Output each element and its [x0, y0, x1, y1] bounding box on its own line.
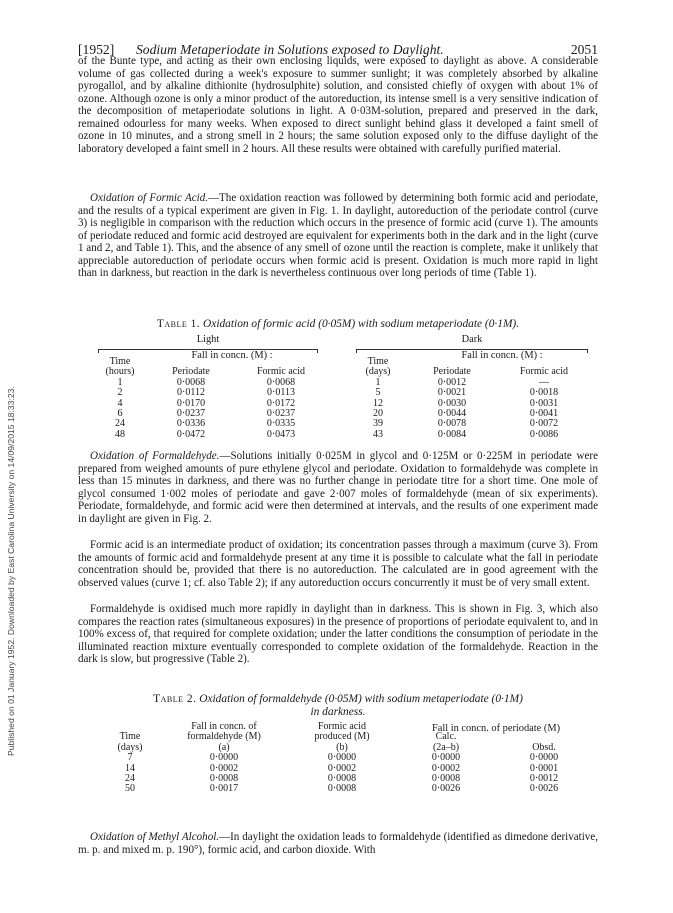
table1-dark-header-row2: [350, 367, 590, 377]
table-cell: 0·0068: [266, 376, 296, 388]
table-cell: 24: [115, 418, 125, 430]
table-cell: 0·0012: [529, 773, 559, 785]
table-cell: 1: [117, 376, 123, 388]
paragraph-formic-acid: [78, 192, 598, 280]
header-year: [1952]: [78, 42, 115, 57]
table-cell: 43: [373, 428, 383, 440]
table-cell: 12: [373, 397, 383, 409]
table-cell: 0·0000: [209, 752, 239, 764]
download-notice: Published on 01 January 1952. Downloaded by East Carolina University on 14/09/2015 18:33:23.: [6, 386, 16, 756]
page-number: 2051: [570, 42, 598, 57]
table-cell: 0·0008: [431, 773, 461, 785]
table-row: [350, 430, 590, 440]
table-cell: 0·0008: [327, 783, 357, 795]
table1-title: Oxidation of formic acid (0·05M) with sodium metaperiodate (0·1M).: [203, 318, 520, 330]
section-heading-formaldehyde: Oxidation of Formaldehyde.: [90, 450, 220, 462]
table2-label: Table 2.: [153, 693, 197, 705]
table-cell: 0·0084: [437, 428, 467, 440]
table1-caption: [78, 318, 598, 330]
table-cell: 0·0473: [266, 428, 296, 440]
table-cell: 0·0072: [529, 418, 559, 430]
table2-form-m-head: formaldehyde (M): [187, 731, 261, 743]
table2-caption: [78, 693, 598, 705]
table1-light: [94, 357, 326, 440]
paragraph-ozone: of the Bunte type, and acting as their own enclosing liquids, were exposed to daylight as above. A considerable volume of gas collected during a week's exposure to summer sunlight; it was completely absorbed by alkaline pyrogallol, and by alkaline dithionite (hydrosulphite) solution, and consisted chiefly of oxygen with about 1% of ozone. Although ozone is only a minor product of the autoreduction, its intense smell is a very sensitive indication of the decomposition of metaperiodate solutions in light. A 0·03M-solution, prepared and preserved in the dark, remained odourless for many weeks. When exposed to direct sunlight behind glass it developed a faint smell of ozone in 10 minutes, and a strong smell in 2 hours; the same solution exposed only to the diffuse daylight of the laboratory developed a faint smell in 2 hours. All these results were obtained with carefully purified material.: [78, 55, 598, 155]
table1-dark-periodate-head: Periodate: [433, 366, 471, 378]
table-cell: 1: [375, 376, 381, 388]
paragraph-methyl-text: —In daylight the oxidation leads to formaldehyde (identified as dimedone derivative, m. p. and mixed m. p. 190°), formic acid, and carbon dioxide. With: [78, 831, 598, 856]
table2-formic-head: Formic acid: [317, 721, 367, 732]
table-cell: 0·0112: [177, 387, 205, 399]
table1-dark-heading: Dark: [461, 334, 483, 345]
table1-dark-days-head: (days): [365, 366, 391, 378]
table2-calc-sub-head: (2a–b): [432, 741, 460, 753]
table-row: [94, 430, 326, 440]
table2-periodate-heading: Fall in concn. of periodate (M): [431, 723, 561, 734]
header-title: Sodium Metaperiodate in Solutions exposed to Daylight.: [136, 42, 444, 57]
table-cell: 14: [125, 762, 135, 774]
table-cell: 5: [375, 387, 381, 399]
table-cell: 0·0031: [529, 397, 559, 409]
table2-title-2: in darkness.: [310, 706, 366, 718]
table1-light-body: [94, 378, 326, 440]
table-cell: 0·0044: [437, 408, 467, 420]
table-cell: 0·0172: [266, 397, 296, 409]
table-cell: 0·0472: [176, 428, 206, 440]
table1-label: Table 1.: [156, 318, 201, 330]
table2-calc-head: Calc.: [435, 731, 457, 743]
table-cell: 0·0170: [176, 397, 206, 409]
table1-dark-formic-head: Formic acid: [519, 366, 569, 378]
table2-title: Oxidation of formaldehyde (0·05M) with sodium metaperiodate (0·1M): [199, 693, 523, 705]
table1-light-time-head: Time: [109, 356, 131, 367]
table-cell: 0·0113: [267, 387, 295, 399]
download-sidebar: [4, 150, 18, 760]
table2-days-head: (days): [117, 741, 143, 753]
table-cell: 0·0026: [431, 783, 461, 795]
table-cell: 0·0001: [529, 762, 559, 774]
table-cell: 0·0008: [209, 773, 239, 785]
table-cell: 0·0008: [327, 773, 357, 785]
table1-light-formic-head: Formic acid: [256, 366, 306, 378]
table-cell: 0·0086: [529, 428, 559, 440]
table2-produced-head: produced (M): [314, 731, 370, 743]
table2-b-head: (b): [336, 741, 348, 753]
table1-dark: [350, 357, 590, 440]
table-cell: 7: [127, 752, 133, 764]
table2-a-head: (a): [218, 741, 230, 753]
section-heading-formic: Oxidation of Formic Acid.: [90, 192, 208, 204]
table1-light-heading: Light: [196, 334, 220, 345]
table-cell: 0·0237: [266, 408, 296, 420]
table-cell: 0·0041: [529, 408, 559, 420]
table-cell: 20: [373, 408, 383, 420]
table1-dark-fall-heading: Fall in concn. (M) :: [461, 350, 543, 361]
table-cell: 0·0237: [176, 408, 206, 420]
table-cell: 0·0021: [437, 387, 467, 399]
table-cell: 2: [117, 387, 123, 399]
section-heading-methyl: Oxidation of Methyl Alcohol.: [90, 831, 220, 843]
table1-dark-time-head: Time: [367, 356, 389, 367]
paragraph-formaldehyde-text: —Solutions initially 0·025M in glycol and 0·125M or 0·225M in periodate were prepared from weighed amounts of pure ethylene glycol and periodate. Oxidation to formaldehyde was complete in less than 15 minutes in darkness, and there was no further change in periodate titre for a short time. One mole of glycol consumed 1·002 moles of periodate and gave 2·007 moles of formaldehyde (mean of six experiments). Periodate, formaldehyde, and formic acid were then determined at intervals, and the results of one experiment made in daylight are given in Fig. 2.: [78, 450, 598, 525]
table-cell: 0·0335: [266, 418, 296, 430]
table2-caption-line2: [78, 706, 598, 718]
table1-dark-body: [350, 378, 590, 440]
table-cell: 0·0002: [209, 762, 239, 774]
table-cell: 24: [125, 773, 135, 785]
table2-fall-form-head: Fall in concn. of: [191, 721, 257, 732]
paragraph-intermediate: Formic acid is an intermediate product of oxidation; its concentration passes through a maximum (curve 3). From the amounts of formic acid and formaldehyde present at any time it is possible to calculate what the fall in periodate concentration should be, provided that there is no autoreduction. The calculated are in good agreement with the observed values (curve 1; cf. also Table 2); if any autoreduction occurs concurrently it must be of very small extent.: [78, 539, 598, 589]
table1-light-hours-head: (hours): [105, 366, 135, 378]
table-row: [98, 784, 594, 794]
table-cell: 0·0336: [176, 418, 206, 430]
paragraph-formic-text: —The oxidation reaction was followed by determining both formic acid and periodate, and the results of a typical experiment are given in Fig. 1. In daylight, autoreduction of the periodate control (curve 3) is negligible in comparison with the reduction which occurs in the presence of formic acid (curve 1). The amounts of periodate reduced and formic acid destroyed are equivalent for experiments both in the dark and in the light (curve 1 and 2, and Table 1). This, and the absence of any smell of ozone until the reaction is complete, make it unlikely that appreciable autoreduction of periodate occurs when formic acid is present. Oxidation is much more rapid in light than in darkness, but reaction in the dark is nevertheless continuous over long periods of time (Table 1).: [78, 192, 598, 280]
table1-light-periodate-head: Periodate: [172, 366, 210, 378]
table-cell: 0·0000: [431, 752, 461, 764]
table-cell: 0·0018: [529, 387, 559, 399]
table-cell: 0·0000: [327, 752, 357, 764]
table2-time-head: Time: [119, 731, 141, 743]
table-cell: 0·0017: [209, 783, 239, 795]
table-cell: 0·0002: [431, 762, 461, 774]
table-cell: 50: [125, 783, 135, 795]
paragraph-rates: Formaldehyde is oxidised much more rapidly in daylight than in darkness. This is shown in Fig. 3, which also compares the reaction rates (simultaneous exposures) in the presence of proportions of periodate equivalent to, and in 100% excess of, that required for complete oxidation; under the latter conditions the consumption of periodate in the illuminated reaction mixture eventually corresponded to complete oxidation of the formaldehyde. Reaction in the dark is slow, but progressive (Table 2).: [78, 603, 598, 666]
table-cell: 0·0030: [437, 397, 467, 409]
table-cell: 39: [373, 418, 383, 430]
table1-light-fall-heading: Fall in concn. (M) :: [191, 350, 273, 361]
table-cell: 6: [117, 408, 123, 420]
table-cell: 0·0002: [327, 762, 357, 774]
table-cell: 48: [115, 428, 125, 440]
table-cell: 0·0012: [437, 376, 467, 388]
table2-body: [98, 753, 594, 795]
table-cell: 0·0078: [437, 418, 467, 430]
table-cell: —: [539, 376, 549, 388]
table2-obsd-head: Obsd.: [532, 741, 556, 753]
paragraph-formaldehyde: [78, 450, 598, 525]
table-cell: 0·0000: [529, 752, 559, 764]
table-cell: 4: [117, 397, 123, 409]
paragraph-methyl: [78, 831, 598, 856]
table-cell: 0·0068: [176, 376, 206, 388]
table2: [98, 722, 594, 795]
table-cell: 0·0026: [529, 783, 559, 795]
